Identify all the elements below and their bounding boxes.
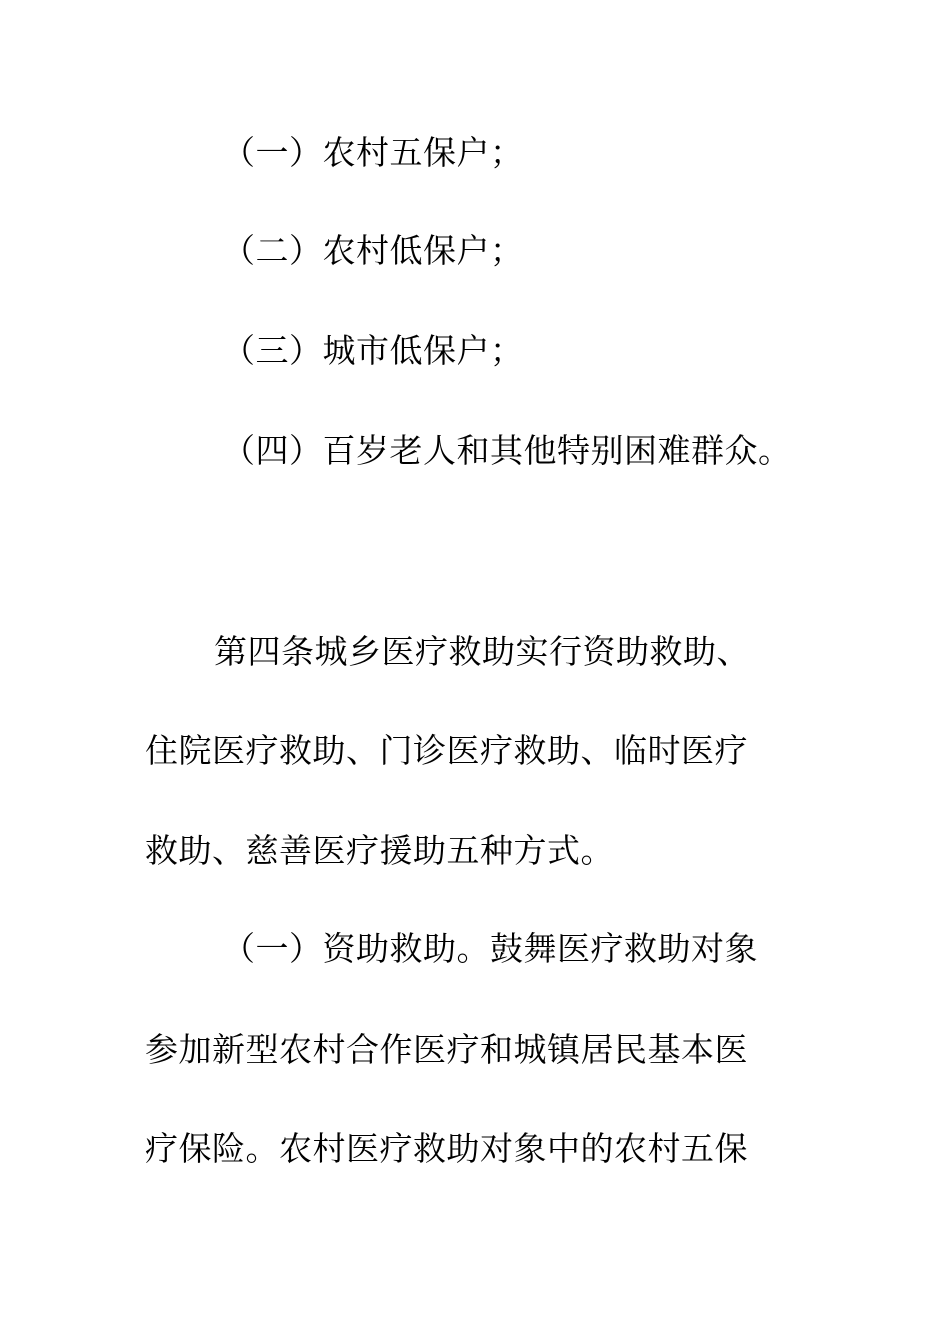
subsection-one-line-1: （一）资助救助。鼓舞医疗救助对象 (222, 929, 758, 968)
subsection-one-line-2: 参加新型农村合作医疗和城镇居民基本医 (145, 1030, 748, 1069)
list-item-urban-low-income: （三）城市低保户； (222, 331, 524, 370)
list-item-rural-low-income: （二）农村低保户； (222, 231, 524, 270)
list-item-rural-five-guarantee: （一）农村五保户； (222, 133, 524, 172)
article-four-line-3: 救助、慈善医疗援助五种方式。 (145, 831, 614, 870)
subsection-one-line-3: 疗保险。农村医疗救助对象中的农村五保 (145, 1129, 748, 1168)
article-four-line-1: 第四条城乡医疗救助实行资助救助、 (214, 632, 750, 671)
article-four-line-2: 住院医疗救助、门诊医疗救助、临时医疗 (145, 731, 748, 770)
list-item-centenarians-and-hardship: （四）百岁老人和其他特别困难群众。 (222, 431, 792, 470)
